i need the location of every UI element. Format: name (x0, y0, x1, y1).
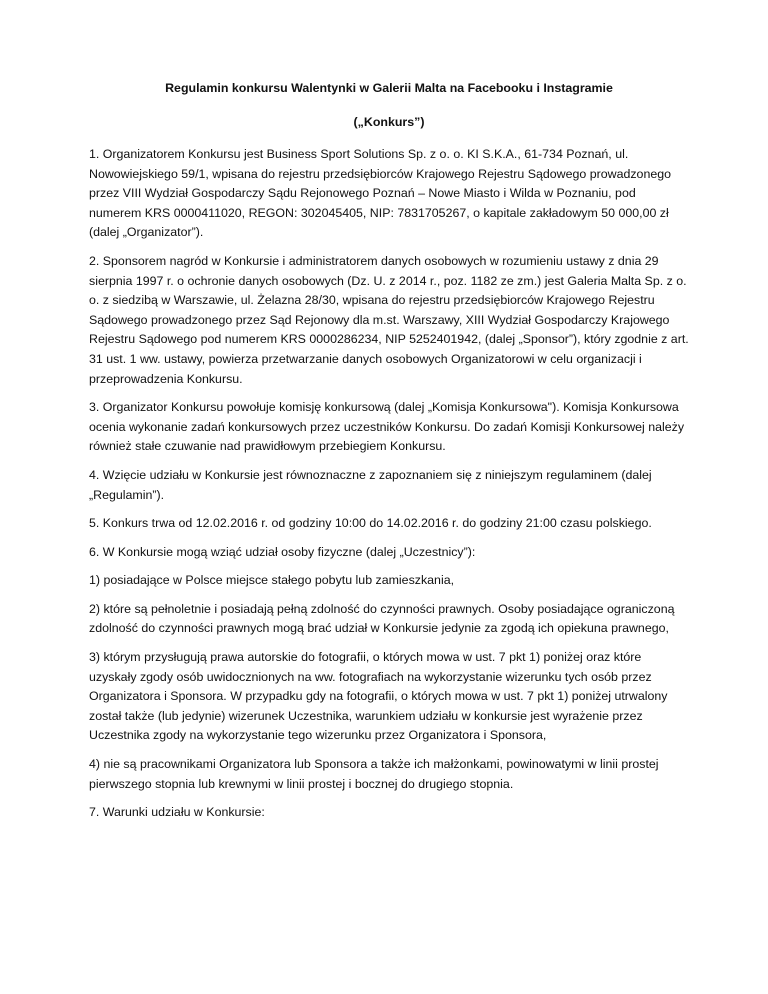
document-title: Regulamin konkursu Walentynki w Galerii Malta na Facebooku i Instagramie (165, 81, 613, 95)
paragraph-acceptance: 4. Wzięcie udziału w Konkursie jest równoznaczne z zapoznaniem się z niniejszym regulaminem (dalej „Regulamin”). (89, 467, 652, 502)
paragraph-condition-4: 4) nie są pracownikami Organizatora lub Sponsora a także ich małżonkami, powinowatymi w linii prostej pierwszego stopnia lub krewnymi w linii prostej i bocznej do drugiego stopnia. (89, 757, 659, 791)
paragraph-duration: 5. Konkurs trwa od 12.02.2016 r. od godziny 10:00 do 14.02.2016 r. do godziny 21:00 czasu polskiego. (89, 516, 652, 531)
paragraph-condition-1: 1) posiadające w Polsce miejsce stałego pobytu lub zamieszkania, (89, 573, 455, 588)
paragraph-commission: 3. Organizator Konkursu powołuje komisję konkursową (dalej „Komisja Konkursowa"). Komisja Konkursowa ocenia wykonanie zadań konkursowych przez uczestników Konkursu. Do zadań Komisji Konkursowej należy również stałe czuwanie nad prawidłowym przebiegiem Konkursu. (89, 400, 685, 454)
document-subtitle: („Konkurs”) (353, 115, 425, 129)
document-page (89, 80, 689, 832)
paragraph-participants: 6. W Konkursie mogą wziąć udział osoby fizyczne (dalej „Uczestnicy”): (89, 544, 476, 559)
paragraph-terms: 7. Warunki udziału w Konkursie: (89, 805, 265, 820)
paragraph-sponsor: 2. Sponsorem nagród w Konkursie i administratorem danych osobowych w rozumieniu ustawy z dnia 29 sierpnia 1997 r. o ochronie danych osobowych (Dz. U. z 2014 r., poz. 1182 ze zm.) jest Galeria Malta Sp. z o. o. z siedzibą w Warszawie, ul. Żelazna 28/30, wpisana do rejestru przedsiębiorców Krajowego Rejestru Sądowego prowadzonego przez Sąd Rejonowy dla m.st. Warszawy, XIII Wydział Gospodarczy Krajowego Rejestru Sądowego pod numerem KRS 0000286234, NIP 5252401942, (dalej „Sponsor”), który zgodnie z art. 31 ust. 1 ww. ustawy, powierza przetwarzanie danych osobowych Organizatorowi w celu organizacji i przeprowadzenia Konkursu. (89, 253, 689, 386)
paragraph-organizer: 1. Organizatorem Konkursu jest Business Sport Solutions Sp. z o. o. KI S.K.A., 61-734 Poznań, ul. Nowowiejskiego 59/1, wpisana do rejestru przedsiębiorców Krajowego Rejestru Sądowego prowadzonego przez VIII Wydział Gospodarczy Sądu Rejonowego Poznań – Nowe Miasto i Wilda w Poznaniu, pod numerem KRS 0000411020, REGON: 302045405, NIP: 7831705267, o kapitale zakładowym 50 000,00 zł (dalej „Organizator”). (89, 147, 672, 240)
paragraph-condition-2: 2) które są pełnoletnie i posiadają pełną zdolność do czynności prawnych. Osoby posiadające ograniczoną zdolność do czynności prawnych mogą brać udział w Konkursie jedynie za zgodą ich opiekuna prawnego, (89, 601, 675, 636)
paragraph-condition-3: 3) którym przysługują prawa autorskie do fotografii, o których mowa w ust. 7 pkt 1) poniżej oraz które uzyskały zgody osób uwidocznionych na ww. fotografiach na wykorzystanie wizerunku tych osób przez Organizatora i Sponsora. W przypadku gdy na fotografii, o których mowa w ust. 7 pkt 1) poniżej utrwalony został także (lub jedynie) wizerunek Uczestnika, warunkiem udziału w konkursie jest wyrażenie przez Uczestnika zgody na wykorzystanie tego wizerunku przez Organizatora i Sponsora, (89, 650, 668, 743)
